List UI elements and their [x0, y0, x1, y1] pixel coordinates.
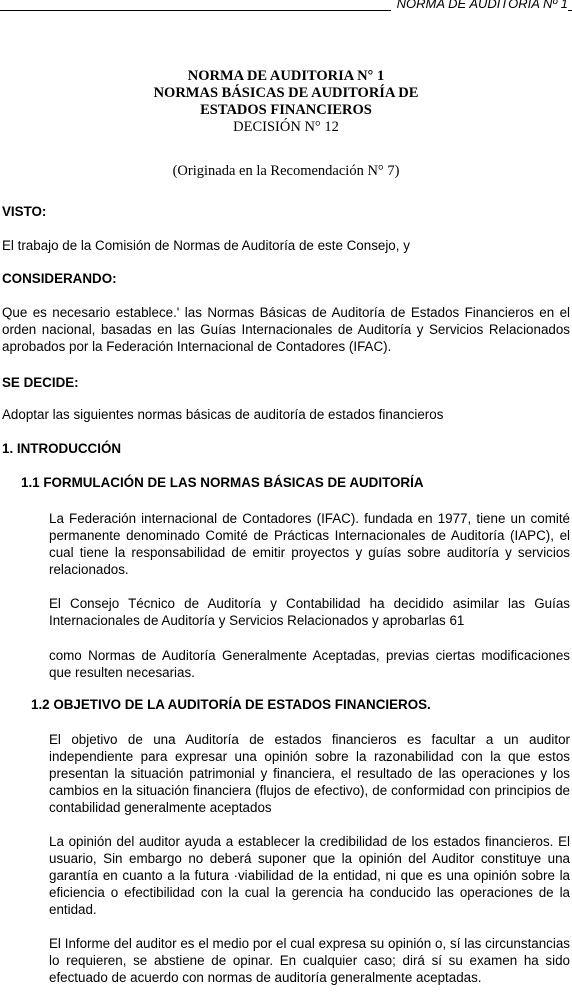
section-1-2-paragraph-1: El objetivo de una Auditoría de estados financieros es facultar a un auditor independiente para expresar una opinión sobre la razonabilidad con la que estos presentan la situación patrimonial y financiera, el resultado de las operaciones y los cambios en la situación financiera (flujos de efectivo), de conformidad con principios de contabilidad generalmente aceptados	[49, 732, 570, 815]
title-line-3: ESTADOS FINANCIEROS	[200, 102, 372, 118]
section-1-heading: 1. INTRODUCCIÓN	[2, 441, 122, 456]
section-1-1-paragraph-1: La Federación internacional de Contadores (IFAC). fundada en 1977, tiene un comité permanente denominado Comité de Prácticas Internacionales de Auditoría (IAPC), el cual tiene la responsabilidad de emitir proyectos y guías sobre auditoría y servicios relacionados.	[49, 511, 570, 577]
decision-number: DECISIÓN N° 12	[233, 119, 339, 135]
origin-note: (Originada en la Recomendación N° 7)	[172, 163, 400, 179]
title-line-2: NORMAS BÁSICAS DE AUDITORÍA DE	[153, 85, 419, 101]
section-1-2-paragraph-3: El Informe del auditor es el medio por el cual expresa su opinión o, sí las circunstancias lo requieren, se abstiene de opinar. En cualquier caso; dirá sí su examen ha sido efectuado de acuerdo con normas de auditoría generalmente aceptadas.	[49, 936, 570, 985]
considerando-heading: CONSIDERANDO:	[2, 271, 117, 286]
section-1-2-paragraph-2: La opinión del auditor ayuda a establecer la credibilidad de los estados financieros. El usuario, Sin embargo no deberá suponer que la opinión del Auditor constituye una garantía en cuanto a la futura ·viabilidad de la entidad, ni que es una opinión sobre la eficiencia o efectibilidad con la cual la gerencia ha conducido las operaciones de la entidad.	[49, 834, 570, 917]
section-1-1-heading: 1.1 FORMULACIÓN DE LAS NORMAS BÁSICAS DE AUDITORÍA	[21, 475, 424, 490]
section-1-1-paragraph-2: El Consejo Técnico de Auditoría y Contabilidad ha decidido asimilar las Guías Internacionales de Auditoría y Servicios Relacionados y aprobarlas 61	[49, 596, 570, 628]
considerando-text: Que es necesario establece.' las Normas Básicas de Auditoría de Estados Financieros en el orden nacional, basadas en las Guías Internacionales de Auditoría y Servicios Relacionados aprobados por la Federación Internacional de Contadores (IFAC).	[2, 305, 570, 354]
running-header: NORMA DE AUDITORIA Nº 1	[391, 0, 568, 11]
title-line-1: NORMA DE AUDITORIA N° 1	[187, 68, 385, 84]
section-1-2-heading: 1.2 OBJETIVO DE LA AUDITORÍA DE ESTADOS FINANCIEROS.	[31, 697, 431, 712]
visto-text: El trabajo de la Comisión de Normas de Auditoría de este Consejo, y	[2, 238, 410, 253]
decide-text: Adoptar las siguientes normas básicas de auditoría de estados financieros	[2, 407, 444, 422]
decide-heading: SE DECIDE:	[2, 375, 79, 390]
document-title	[0, 68, 572, 136]
section-1-1-paragraph-3: como Normas de Auditoría Generalmente Aceptadas, previas ciertas modificaciones que resulten necesarias.	[49, 648, 570, 680]
visto-heading: VISTO:	[2, 204, 47, 219]
